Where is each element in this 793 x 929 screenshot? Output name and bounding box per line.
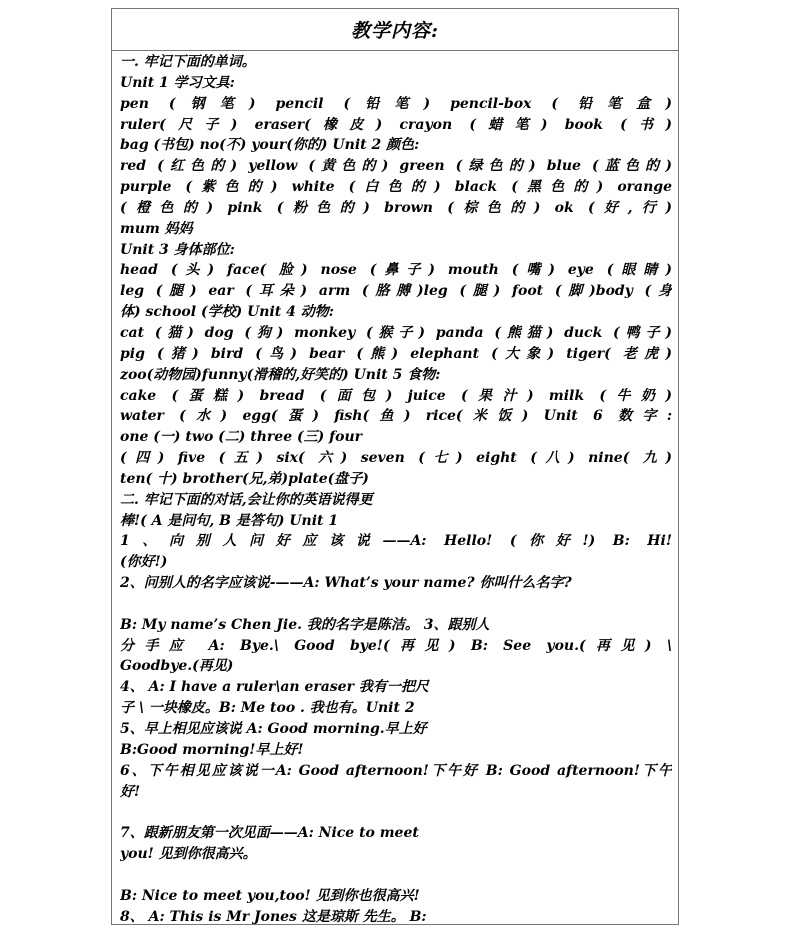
text-line: 8、 A: This is Mr Jones 这是琼斯 先生。 B: — [120, 908, 427, 925]
text-line: 子 \ 一块橡皮。B: Me too . 我也有。Unit 2 — [120, 700, 415, 717]
text-line: you! 见到你很高兴。 — [120, 846, 257, 863]
text-line: red (红色的) yellow (黄色的) green (绿色的) blue (蓝色的) — [120, 158, 672, 175]
text-line — [120, 865, 672, 886]
text-line: 2、问别人的名字应该说-——A: What’s your name? 你叫什么名字? — [120, 575, 572, 592]
text-line: ten( 十) brother(兄,弟)plate(盘子) — [120, 470, 369, 487]
text-line: pen (钢笔) pencil (铅笔) pencil-box ( 铅笔盒) — [120, 95, 672, 112]
text-line: zoo(动物园)funny(滑稽的,好笑的) Unit 5 食物: — [120, 366, 441, 383]
text-line: 好! — [120, 783, 141, 800]
text-line: Goodbye.(再见) — [120, 658, 234, 675]
text-line: pig (猪) bird (鸟) bear (熊) elephant (大象) tiger( 老虎) — [120, 345, 672, 362]
text-line: (四) five (五) six( 六) seven (七) eight (八) nine( 九) — [120, 450, 672, 467]
text-line: leg (腿) ear (耳朵) arm (胳膊)leg (腿) foot (脚)body (身 — [120, 283, 672, 300]
text-line: 棒!( A 是问句, B 是答句) Unit 1 — [120, 512, 339, 529]
text-line: one (一) two (二) three (三) four — [120, 429, 363, 446]
page-title: 教学内容: — [350, 20, 439, 42]
text-line: mum 妈妈 — [120, 220, 193, 237]
text-line: 5、早上相见应该说 A: Good morning.早上好 — [120, 721, 427, 737]
text-line: water (水) egg(蛋) fish(鱼) rice(米饭) Unit 6 数字: — [120, 408, 672, 425]
text-line: B: Nice to meet you,too! 见到你也很高兴! — [120, 887, 420, 904]
text-line: 分手应 A: Bye.\ Good bye!(再见) B: See you.(再见) \ — [120, 637, 672, 654]
text-line: 7、跟新朋友第一次见面——A: Nice to meet — [120, 825, 419, 842]
text-line: purple (紫色的) white (白色的) black (黑色的) orange — [120, 179, 672, 196]
text-line: cake (蛋糕) bread (面包) juice (果汁) milk (牛奶) — [120, 387, 672, 404]
text-line: bag (书包) no(不) your(你的) Unit 2 颜色: — [120, 137, 420, 154]
text-line — [120, 802, 672, 823]
text-line: Unit 3 身体部位: — [120, 241, 235, 258]
text-line — [120, 594, 672, 615]
text-line: B:Good morning!早上好! — [120, 741, 304, 758]
text-line: 1、向别人问好应该说——A: Hello! (你好!) B: Hi! — [120, 533, 672, 550]
text-line: (橙色的) pink (粉色的) brown (棕色的) ok (好,行) — [120, 199, 672, 216]
text-line: 6、下午相见应该说一A: Good afternoon!下午好 B: Good afternoon!下午 — [120, 762, 672, 779]
text-line: 二. 牢记下面的对话,会让你的英语说得更 — [120, 491, 373, 508]
text-line: 4、 A: I have a ruler\an eraser 我有一把尺 — [120, 679, 429, 696]
text-line: cat (猫) dog (狗) monkey (猴子) panda (熊猫) duck (鸭子) — [120, 324, 672, 341]
text-line: 体) school (学校) Unit 4 动物: — [120, 304, 334, 321]
document-body — [120, 52, 672, 927]
text-line: ruler(尺子) eraser(橡皮) crayon (蜡笔) book (书) — [120, 116, 672, 133]
text-line: 一. 牢记下面的单词。 — [120, 54, 256, 70]
title-row — [112, 9, 678, 51]
document-frame — [111, 8, 679, 925]
text-line: (你好!) — [120, 554, 168, 571]
text-line: head (头) face( 脸) nose (鼻子) mouth (嘴) eye (眼睛) — [120, 262, 672, 279]
text-line: B: My name’s Chen Jie. 我的名字是陈洁。 3、跟别人 — [120, 616, 490, 633]
text-line: Unit 1 学习文具: — [120, 74, 235, 91]
